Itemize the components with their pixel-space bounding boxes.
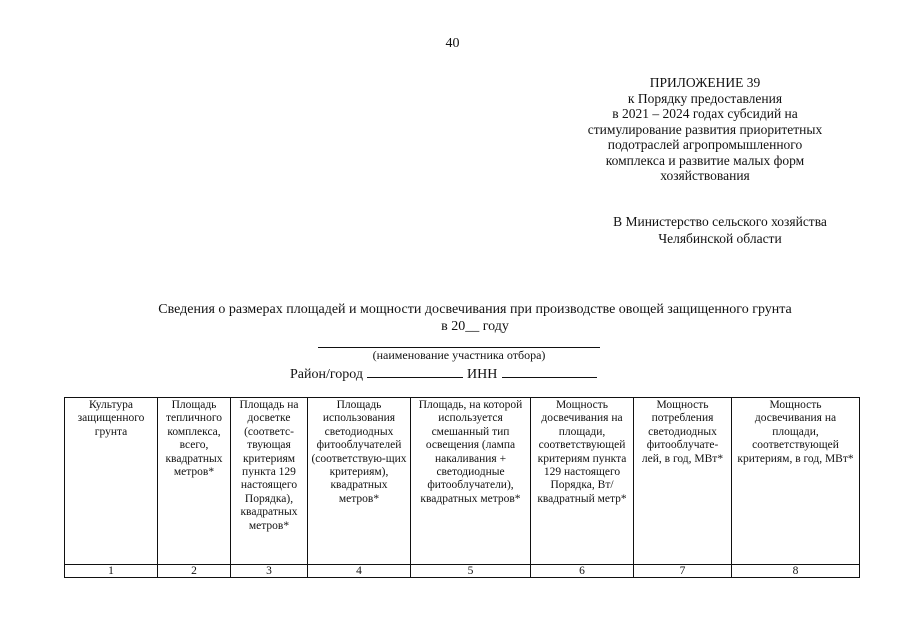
region-inn-row bbox=[290, 365, 597, 383]
title-line: Сведения о размерах площадей и мощности досвечивания при производстве овощей защищенного грунта bbox=[158, 302, 792, 317]
region-blank bbox=[367, 365, 463, 378]
table-header-cell: Мощность досвечивания на площади, соответствующей критериям, в год, МВт* bbox=[732, 398, 860, 565]
appendix-line: к Порядку предоставления bbox=[627, 90, 783, 106]
appendix-line: стимулирование развития приоритетных bbox=[587, 121, 823, 137]
column-number: 2 bbox=[158, 565, 231, 578]
table-header-cell: Площадь, на которой используется смешанный тип освещения (лампа накаливания + светодиодные фитооблучатели), квадратных метров* bbox=[411, 398, 531, 565]
table-header-cell: Площадь использования светодиодных фитооблучателей (соответствую-щих критериям), квадратных метров* bbox=[308, 398, 411, 565]
table-header-row bbox=[65, 398, 860, 565]
column-number: 8 bbox=[732, 565, 860, 578]
document-title bbox=[40, 301, 905, 335]
recipient-line: Челябинской области bbox=[658, 231, 782, 246]
table-header-cell: Мощность потребления светодиодных фитооблучате-лей, в год, МВт* bbox=[634, 398, 732, 565]
appendix-line: в 2021 – 2024 годах субсидий на bbox=[612, 106, 798, 121]
page-number: 40 bbox=[445, 36, 460, 51]
inn-label: ИНН bbox=[467, 367, 498, 382]
recipient-address bbox=[575, 213, 865, 247]
column-number: 7 bbox=[634, 565, 732, 578]
recipient-line: В Министерство сельского хозяйства bbox=[613, 214, 827, 229]
table-header-cell: Площадь на досветке (соответс-твующая критериям пункта 129 настоящего Порядка), квадратных метров* bbox=[231, 398, 308, 565]
table-header-cell: Площадь тепличного комплекса, всего, квадратных метров* bbox=[158, 398, 231, 565]
column-number: 4 bbox=[308, 565, 411, 578]
title-year-line: в 20__ году bbox=[441, 319, 509, 334]
appendix-line: комплекса и развитие малых форм bbox=[605, 152, 805, 168]
participant-caption: (наименование участника отбора) bbox=[372, 348, 546, 362]
data-table bbox=[64, 397, 860, 578]
appendix-line: подотраслей агропромышленного bbox=[607, 137, 803, 152]
appendix-line: хозяйствования bbox=[660, 168, 750, 183]
appendix-line: ПРИЛОЖЕНИЕ 39 bbox=[649, 75, 761, 90]
inn-blank bbox=[502, 365, 597, 378]
table-number-row bbox=[65, 565, 860, 578]
column-number: 5 bbox=[411, 565, 531, 578]
appendix-heading bbox=[560, 75, 850, 184]
column-number: 1 bbox=[65, 565, 158, 578]
column-number: 3 bbox=[231, 565, 308, 578]
column-number: 6 bbox=[531, 565, 634, 578]
table-header-cell: Культура защищенного грунта bbox=[65, 398, 158, 565]
table-header-cell: Мощность досвечивания на площади, соответствующей критериям пункта 129 настоящего Порядка, Вт/квадратный метр* bbox=[531, 398, 634, 565]
region-label: Район/город bbox=[290, 367, 363, 382]
